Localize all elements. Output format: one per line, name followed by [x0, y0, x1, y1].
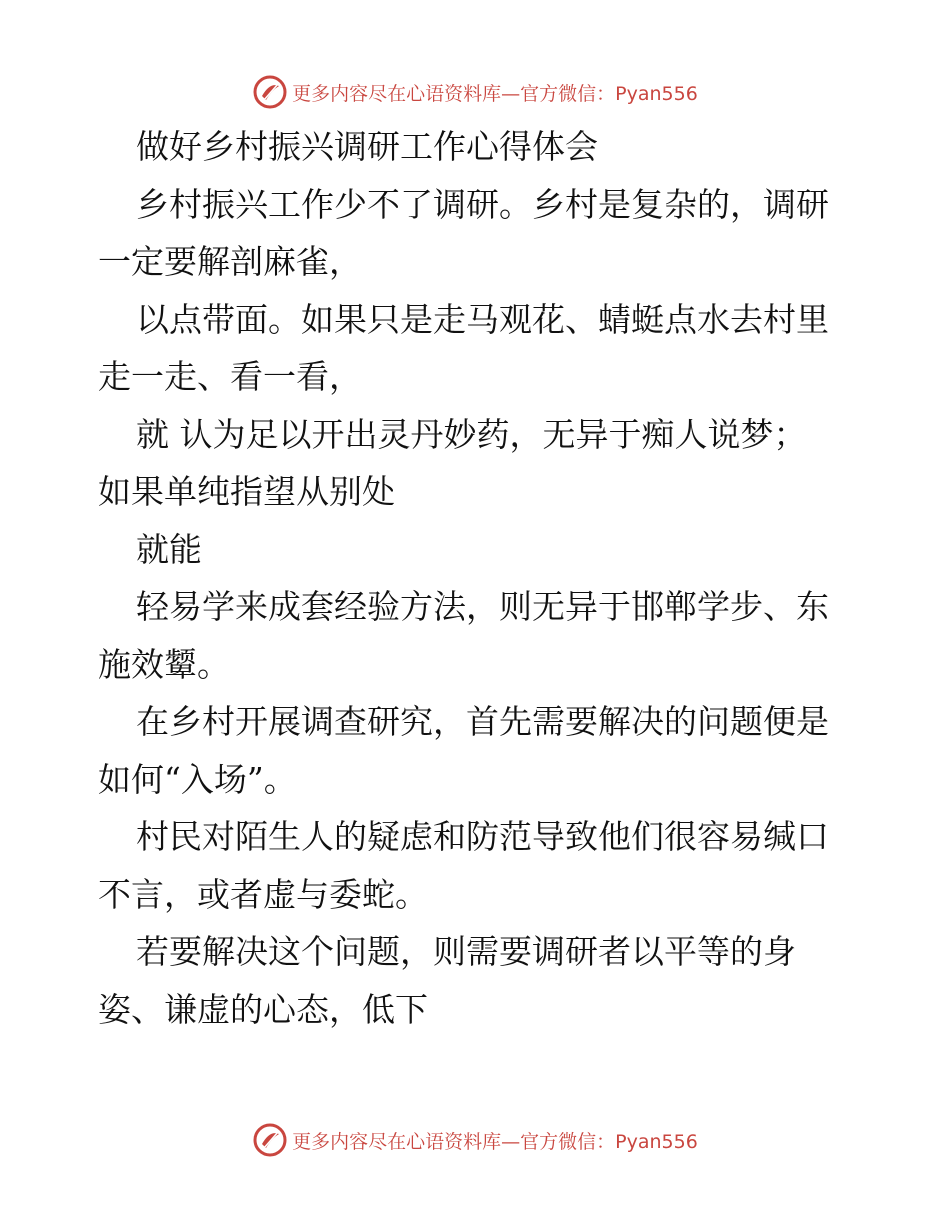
watermark-text: 更多内容尽在心语资料库—官方微信：Pyan556	[292, 1130, 698, 1153]
text-line: 姿、谦虚的心态，低下	[98, 989, 428, 1029]
document-title: 做好乡村振兴调研工作心得体会	[136, 127, 598, 166]
footer-watermark	[0, 1120, 950, 1160]
watermark-text: 更多内容尽在心语资料库—官方微信：Pyan556	[292, 82, 698, 105]
header-watermark	[0, 72, 950, 112]
text-line: 一定要解剖麻雀，	[98, 242, 362, 281]
text-line: 轻易学来成套经验方法，则无异于邯郸学步、东	[136, 587, 829, 626]
text-line: 乡村振兴工作少不了调研。乡村是复杂的，调研	[136, 184, 829, 224]
text-line: 施效颦。	[98, 644, 230, 684]
text-line: 不言，或者虚与委蛇。	[98, 874, 428, 914]
seal-logo-icon	[252, 1122, 288, 1158]
document-body	[98, 118, 858, 1038]
text-line: 以点带面。如果只是走马观花、蜻蜓点水去村里	[136, 299, 829, 339]
text-line: 若要解决这个问题，则需要调研者以平等的身	[136, 932, 796, 971]
text-line: 村民对陌生人的疑虑和防范导致他们很容易缄口	[136, 817, 829, 856]
seal-logo-icon	[252, 74, 288, 110]
text-line: 在乡村开展调查研究，首先需要解决的问题便是	[136, 702, 829, 741]
text-line: 如何“入场”。	[98, 759, 297, 799]
text-line: 如果单纯指望从别处	[98, 472, 395, 511]
text-line: 就能	[136, 529, 202, 569]
text-line: 就 认为足以开出灵丹妙药，无异于痴人说梦；	[136, 414, 807, 454]
text-line: 走一走、看一看，	[98, 357, 362, 396]
